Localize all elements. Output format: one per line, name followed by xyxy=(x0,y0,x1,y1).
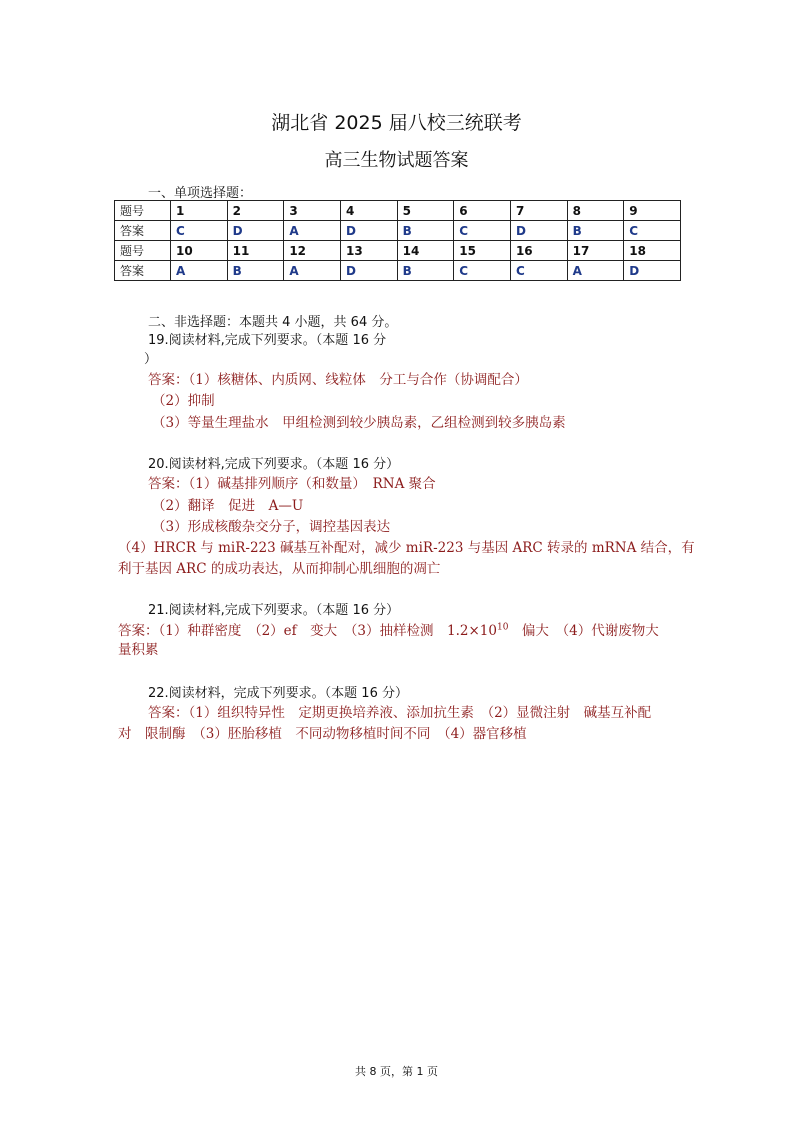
exponent: 10 xyxy=(496,622,509,633)
row-label-answer: 答案 xyxy=(115,261,171,281)
answer-letter: A xyxy=(171,261,228,281)
question-21-answer-line2: 量积累 xyxy=(118,642,159,658)
answer-letter: D xyxy=(624,261,681,281)
section-free-response-heading: 二、非选择题：本题共 4 小题，共 64 分。 xyxy=(148,315,398,330)
answer-text: （1）核糖体、内质网、线粒体 分工与合作（协调配合） xyxy=(188,372,528,388)
question-number: 9 xyxy=(624,201,681,221)
answer-text: （1）碱基排列顺序（和数量） RNA 聚合 xyxy=(188,476,436,492)
answer-letter: D xyxy=(340,221,397,241)
answer-letter: B xyxy=(567,221,624,241)
table-row xyxy=(115,221,681,241)
answer-letter: C xyxy=(171,221,228,241)
question-22-answer-line2: 对 限制酶 （3）胚胎移植 不同动物移植时间不同 （4）器官移植 xyxy=(118,726,527,742)
answer-letter: A xyxy=(567,261,624,281)
question-number: 5 xyxy=(397,201,454,221)
answer-letter: D xyxy=(227,221,284,241)
answer-text: 偏大 （4）代谢废物大 xyxy=(508,623,659,639)
answer-letter: B xyxy=(227,261,284,281)
question-19-header-cont: ） xyxy=(144,352,158,367)
question-19-answer-3: （3）等量生理盐水 甲组检测到较少胰岛素，乙组检测到较多胰岛素 xyxy=(152,415,566,431)
table-row xyxy=(115,261,681,281)
question-20-answer-4-line2: 利于基因 ARC 的成功表达，从而抑制心肌细胞的凋亡 xyxy=(118,561,441,577)
question-number: 3 xyxy=(284,201,341,221)
section-multiple-choice-heading: 一、单项选择题： xyxy=(148,186,253,201)
question-number: 17 xyxy=(567,241,624,261)
question-22-answer-line1 xyxy=(148,701,651,721)
answer-prefix: 答案： xyxy=(118,623,159,639)
question-19-answer-1 xyxy=(148,368,528,388)
answer-letter: B xyxy=(397,261,454,281)
question-19-header: 19.阅读材料,完成下列要求。（本题 16 分 xyxy=(148,333,387,348)
question-19-answer-2: （2）抑制 xyxy=(152,393,215,409)
answer-letter: A xyxy=(284,261,341,281)
answer-letter: D xyxy=(510,221,567,241)
question-number: 16 xyxy=(510,241,567,261)
question-number: 8 xyxy=(567,201,624,221)
question-20-header: 20.阅读材料,完成下列要求。（本题 16 分） xyxy=(148,457,400,472)
multiple-choice-answer-table xyxy=(114,200,681,281)
answer-prefix: 答案： xyxy=(148,705,189,721)
answer-letter: C xyxy=(454,261,511,281)
answer-letter: A xyxy=(284,221,341,241)
question-number: 15 xyxy=(454,241,511,261)
question-20-answer-4-line1: （4）HRCR 与 miR-223 碱基互补配对，减少 miR-223 与基因 ARC 转录的 mRNA 结合，有 xyxy=(118,540,695,556)
answer-letter: C xyxy=(624,221,681,241)
document-subtitle: 高三生物试题答案 xyxy=(324,150,469,171)
answer-letter: C xyxy=(454,221,511,241)
question-20-answer-3: （3）形成核酸杂交分子，调控基因表达 xyxy=(152,519,391,535)
question-number: 4 xyxy=(340,201,397,221)
answer-text: （1）组织特异性 定期更换培养液、添加抗生素 （2）显微注射 碱基互补配 xyxy=(188,705,652,721)
table-row xyxy=(115,241,681,261)
question-number: 7 xyxy=(510,201,567,221)
question-21-answer xyxy=(118,619,659,639)
question-number: 13 xyxy=(340,241,397,261)
question-number: 18 xyxy=(624,241,681,261)
question-20-answer-2: （2）翻译 促进 A—U xyxy=(152,498,304,514)
row-label-question: 题号 xyxy=(115,241,171,261)
question-21-header: 21.阅读材料,完成下列要求。（本题 16 分） xyxy=(148,603,400,618)
question-number: 1 xyxy=(171,201,228,221)
question-22-header: 22.阅读材料，完成下列要求。（本题 16 分） xyxy=(148,686,408,701)
question-number: 6 xyxy=(454,201,511,221)
row-label-answer: 答案 xyxy=(115,221,171,241)
question-number: 12 xyxy=(284,241,341,261)
question-number: 10 xyxy=(171,241,228,261)
table-row xyxy=(115,201,681,221)
answer-prefix: 答案： xyxy=(148,476,189,492)
answer-prefix: 答案： xyxy=(148,372,189,388)
row-label-question: 题号 xyxy=(115,201,171,221)
document-title: 湖北省 2025 届八校三统联考 xyxy=(271,112,522,134)
page-footer: 共 8 页，第 1 页 xyxy=(355,1065,438,1078)
answer-letter: D xyxy=(340,261,397,281)
question-number: 11 xyxy=(227,241,284,261)
question-number: 14 xyxy=(397,241,454,261)
question-number: 2 xyxy=(227,201,284,221)
answer-letter: B xyxy=(397,221,454,241)
question-20-answer-1 xyxy=(148,472,436,492)
answer-text: （1）种群密度 （2）ef 变大 （3）抽样检测 1.2×10 xyxy=(158,623,497,639)
answer-letter: C xyxy=(510,261,567,281)
